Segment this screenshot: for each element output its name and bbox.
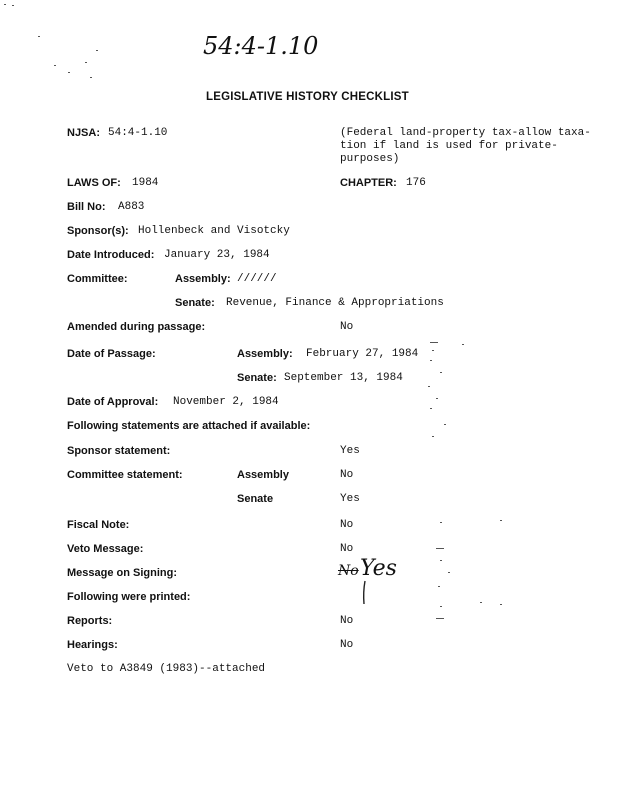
laws-of-label: LAWS OF: xyxy=(67,177,121,189)
bill-no-value: A883 xyxy=(118,201,145,213)
message-on-signing-handwritten-value: Yes xyxy=(360,556,397,581)
date-of-approval-label: Date of Approval: xyxy=(67,396,159,408)
veto-note: Veto to A3849 (1983)--attached xyxy=(67,663,266,675)
amended-value: No xyxy=(340,321,354,333)
hearings-value: No xyxy=(340,639,354,651)
fiscal-note-value: No xyxy=(340,519,354,531)
sponsor-statement-value: Yes xyxy=(340,445,360,457)
committee-statement-label: Committee statement: xyxy=(67,469,183,481)
description-line-1: (Federal land-property tax-allow taxa- xyxy=(340,127,591,139)
chapter-value: 176 xyxy=(406,177,426,189)
veto-message-label: Veto Message: xyxy=(67,543,144,555)
njsa-value: 54:4-1.10 xyxy=(108,127,168,139)
committee-label: Committee: xyxy=(67,273,128,285)
bill-no-label: Bill No: xyxy=(67,201,106,213)
following-attached-heading: Following statements are attached if available: xyxy=(67,420,311,432)
passage-senate-label: Senate: xyxy=(237,372,277,384)
fiscal-note-label: Fiscal Note: xyxy=(67,519,130,531)
message-on-signing-label: Message on Signing: xyxy=(67,567,178,579)
reports-value: No xyxy=(340,615,354,627)
passage-assembly-value: February 27, 1984 xyxy=(306,348,419,360)
committee-statement-senate-label: Senate xyxy=(237,493,274,505)
date-of-approval-value: November 2, 1984 xyxy=(173,396,279,408)
chapter-label: CHAPTER: xyxy=(340,177,397,189)
passage-senate-value: September 13, 1984 xyxy=(284,372,403,384)
date-introduced-value: January 23, 1984 xyxy=(164,249,270,261)
laws-of-value: 1984 xyxy=(132,177,159,189)
date-introduced-label: Date Introduced: xyxy=(67,249,155,261)
amended-label: Amended during passage: xyxy=(67,321,206,333)
committee-senate-label: Senate: xyxy=(175,297,215,309)
hearings-label: Hearings: xyxy=(67,639,118,651)
date-of-passage-label: Date of Passage: xyxy=(67,348,156,360)
reports-label: Reports: xyxy=(67,615,113,627)
committee-senate-value: Revenue, Finance & Appropriations xyxy=(226,297,444,309)
committee-statement-senate-value: Yes xyxy=(340,493,360,505)
message-on-signing-struck-value: No xyxy=(338,563,359,579)
committee-assembly-label: Assembly: xyxy=(175,273,231,285)
handwritten-stroke-mark xyxy=(360,580,370,606)
committee-statement-assembly-value: No xyxy=(340,469,354,481)
committee-statement-assembly-label: Assembly xyxy=(237,469,289,481)
sponsor-statement-label: Sponsor statement: xyxy=(67,445,171,457)
description-line-3: purposes) xyxy=(340,153,400,165)
sponsors-value: Hollenbeck and Visotcky xyxy=(138,225,290,237)
following-printed-heading: Following were printed: xyxy=(67,591,191,603)
page-title: LEGISLATIVE HISTORY CHECKLIST xyxy=(206,91,409,103)
committee-assembly-value: ////// xyxy=(237,273,277,285)
passage-assembly-label: Assembly: xyxy=(237,348,293,360)
njsa-label: NJSA: xyxy=(67,127,101,139)
sponsors-label: Sponsor(s): xyxy=(67,225,129,237)
handwritten-reference-number: 54:4-1.10 xyxy=(203,32,319,60)
veto-message-value: No xyxy=(340,543,354,555)
description-line-2: tion if land is used for private- xyxy=(340,140,558,152)
